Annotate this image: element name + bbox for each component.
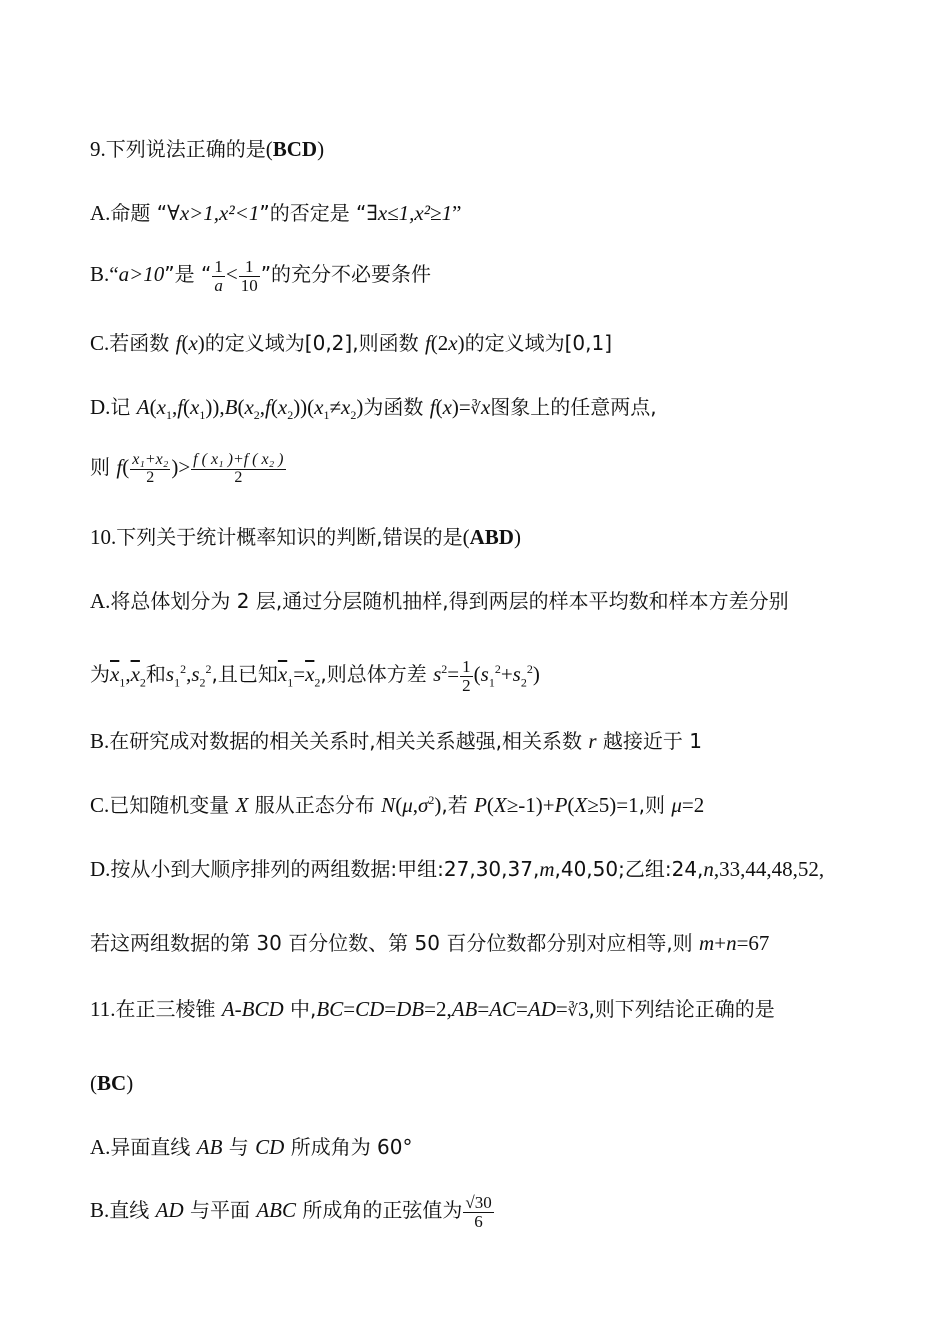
fraction: $\frac{√30}{6}$ <box>465 1193 492 1231</box>
q10-stem: 10.下列关于统计概率知识的判断,错误的是(ABD) <box>90 525 521 549</box>
q11-answer-line: (BC) <box>90 1071 134 1095</box>
q9-option-d-line2: 则 f( $\frac{\text{x₁+x₂}}{2}$ )> $\frac{\text{f ( x₁ )+f ( x₂ )}}{2}$ <box>90 451 284 486</box>
q9-option-d: D.记 $A(x_1,f(x_1)),B(x_2,f(x_2))(x_1\ne x_2)$为函数 f(x)=∛x图象上的任意两点, <box>90 395 657 423</box>
q10-option-a-line2: 为$\overline{x}_1,\overline{x}_2$和$s_1^2,s_2^2$,且已知$\overline{x}_1=\overline{x}_2$,则总体方差 $s^2=$ $\frac{1}{2}$ $(s_1^2+s_2^2)$ <box>90 657 540 695</box>
fraction: $\frac{1}{a}$ <box>214 257 223 295</box>
q10-option-d: D.按从小到大顺序排列的两组数据:甲组:27,30,37,m,40,50;乙组:24,n,33,44,48,52, <box>90 857 825 881</box>
q10-answer: ABD <box>469 525 514 549</box>
q10-option-d-line2: 若这两组数据的第 30 百分位数、第 50 百分位数都分别对应相等,则 m+n=67 <box>90 931 770 955</box>
q10-option-b: B.在研究成对数据的相关关系时,相关关系越强,相关系数 r 越接近于 1 <box>90 729 702 753</box>
fraction: $\frac{1}{10}$ <box>240 257 258 295</box>
fraction: $\frac{\text{f ( x₁ )+f ( x₂ )}}{2}$ <box>193 451 284 486</box>
fraction: $\frac{1}{2}$ <box>462 657 471 695</box>
q10-option-a: A.将总体划分为 2 层,通过分层随机抽样,得到两层的样本平均数和样本方差分别 <box>90 589 789 613</box>
q11-answer: BC <box>97 1071 127 1095</box>
q9-stem: 9.下列说法正确的是(BCD) <box>90 137 325 161</box>
q9-option-b: B.“a>10”是 “ $\frac{1}{a}$ < $\frac{1}{10}$ ”的充分不必要条件 <box>90 257 432 295</box>
q9-option-c: C.若函数 f(x)的定义域为[0,2],则函数 f(2x)的定义域为[0,1] <box>90 331 613 355</box>
q9-number: 9. <box>90 137 106 161</box>
cube-root-symbol: ∛ <box>567 1003 578 1020</box>
fraction: $\frac{\text{x₁+x₂}}{2}$ <box>132 451 169 486</box>
q11-option-b: B.直线 AD 与平面 ABC 所成角的正弦值为 $\frac{√30}{6}$ <box>90 1193 492 1231</box>
q9-stem-text: 下列说法正确的是 <box>105 137 266 161</box>
cube-root-symbol: ∛ <box>470 401 481 418</box>
q9-answer: BCD <box>272 137 318 161</box>
q10-option-c: C.已知随机变量 X 服从正态分布 $N(\mu,\sigma^2)$,若 P(X≥-1)+P(X≥5)=1,则 μ=2 <box>90 793 705 817</box>
q9-option-a: A.命题 “∀x>1,x²<1”的否定是 “∃x≤1,x²≥1” <box>90 201 462 225</box>
q11-option-a: A.异面直线 AB 与 CD 所成角为 60° <box>90 1135 413 1159</box>
q11-stem: 11.在正三棱锥 A-BCD 中,BC=CD=DB=2,AB=AC=AD=∛3,则下列结论正确的是 <box>90 997 775 1021</box>
